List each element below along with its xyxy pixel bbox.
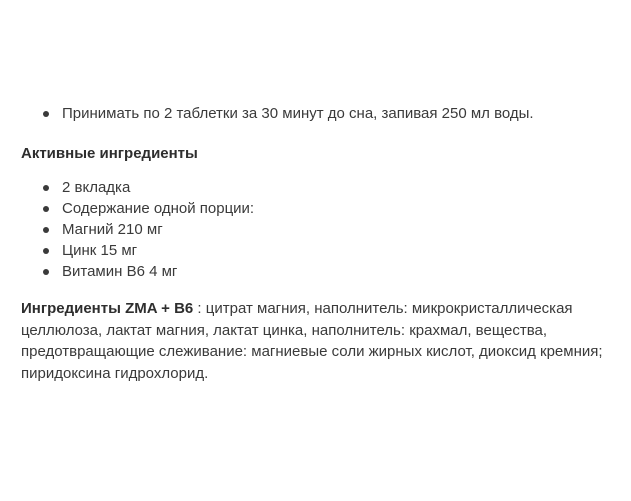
list-item <box>21 198 254 219</box>
active-item-text: Магний 210 мг <box>62 221 163 238</box>
active-item-text: Содержание одной порции: <box>62 200 255 217</box>
bullet-icon <box>43 185 49 191</box>
list-item <box>21 261 254 282</box>
bullet-icon <box>43 227 49 233</box>
ingredients-paragraph <box>21 298 616 384</box>
list-item <box>21 240 254 261</box>
active-item-text: Витамин В6 4 мг <box>62 263 178 280</box>
bullet-icon <box>43 248 49 254</box>
bullet-icon <box>43 111 49 117</box>
active-item-text: 2 вкладка <box>62 179 131 196</box>
active-item-text: Цинк 15 мг <box>62 242 138 259</box>
list-item <box>21 219 254 240</box>
bullet-icon <box>43 269 49 275</box>
bullet-icon <box>43 206 49 212</box>
ingredients-label: Ингредиенты ZMA + B6 <box>21 300 194 317</box>
active-ingredients-heading: Активные ингредиенты <box>21 145 198 162</box>
ingredients-text: : цитрат магния, наполнитель: микрокристаллическая целлюлоза, лактат магния, лактат цинка, наполнитель: крахмал, вещества, предотвращающие слеживание: магниевые соли жирных кислот, диоксид кремния; пиридоксина гидрохлорид. <box>21 300 603 382</box>
usage-item-text: Принимать по 2 таблетки за 30 минут до сна, запивая 250 мл воды. <box>62 105 534 122</box>
active-ingredients-list <box>21 177 254 282</box>
list-item <box>21 177 254 198</box>
usage-list <box>21 103 534 124</box>
list-item <box>21 103 534 124</box>
